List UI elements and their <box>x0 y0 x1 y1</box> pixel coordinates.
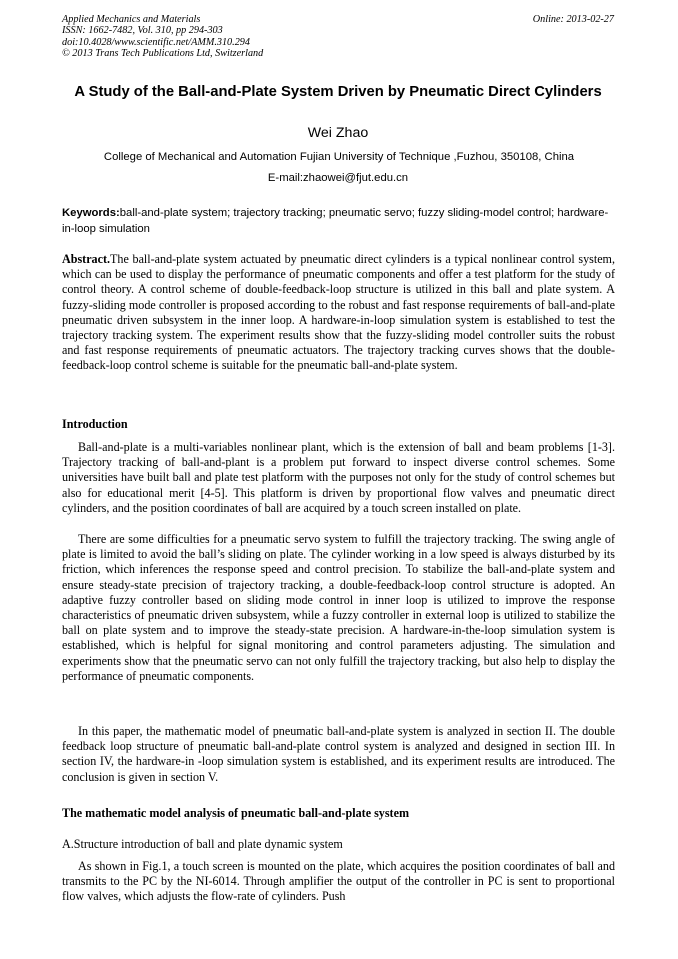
intro-paragraph-2: There are some difficulties for a pneumatic servo system to fulfill the trajectory tracking. The swing angle of plate is limited to avoid the ball’s sliding on plate. The cylinder working in a low speed is always disturbed by its friction, which inferences the response speed and control precision. To stabilize the ball-and-plate system and ensure steady-state precision of trajectory tracking, a double-feedback-loop control structure is adopted. An adaptive fuzzy controller based on sliding mode control in inner loop is utilized to improve the response characteristics of pneumatic driven subsystem, while a fuzzy controller in external loop is utilized to stabilize the ball on plate system and to improve the steady-state precision. A hardware-in-the-loop simulation system is established, which is helpful for signal monitoring and control parameters adjusting. The simulation and experiments show that the pneumatic servo can not only fulfill the trajectory tracking, but also help to display the performance of pneumatic components. <box>62 532 615 683</box>
author-email: E-mail:zhaowei@fjut.edu.cn <box>267 172 409 184</box>
journal-header <box>62 14 614 60</box>
keywords-text: ball-and-plate system; trajectory tracking; pneumatic servo; fuzzy sliding-model control; hardware-in-loop simulation <box>62 207 609 235</box>
model-paragraph: As shown in Fig.1, a touch screen is mounted on the plate, which acquires the position coordinates of ball and transmits to the PC by the NI-6014. Through amplifier the output of the controller in PC is sent to proportional flow valves, which adjusts the flow-rate of cylinders. Push <box>62 859 615 904</box>
journal-issn: ISSN: 1662-7482, Vol. 310, pp 294-303 <box>62 25 223 37</box>
abstract-label: Abstract. <box>62 252 111 266</box>
author-affiliation: College of Mechanical and Automation Fujian University of Technique ,Fuzhou, 350108, China <box>103 151 575 163</box>
abstract-text: The ball-and-plate system actuated by pneumatic direct cylinders is a typical nonlinear control system, which can be used to display the performance of pneumatic components and offer a test platform for the study of control theory. A control scheme of double-feedback-loop structure is utilized in this ball and plate system. A fuzzy-sliding mode controller is proposed according to the robust and fast response requirements of ball-and-plate pneumatic driven subsystem in the inner loop. A hardware-in-loop simulation system is established to test the trajectory tracking system. The experiment results show that the fuzzy-sliding model controller suits the robust and fast response requirements of pneumatic actuators. The trajectory tracking curves shows that the double-feedback-loop control scheme is suitable for the pneumatic ball-and-plate system. <box>62 252 615 373</box>
keywords-label: Keywords: <box>62 207 120 219</box>
journal-copyright: © 2013 Trans Tech Publications Ltd, Switzerland <box>62 48 264 60</box>
paper-title: A Study of the Ball-and-Plate System Driven by Pneumatic Direct Cylinders <box>74 84 602 100</box>
intro-paragraph-3: In this paper, the mathematic model of pneumatic ball-and-plate system is analyzed in section II. The double feedback loop structure of pneumatic ball-and-plate control system is analyzed and designed in section III. In section IV, the hardware-in -loop simulation system is established, and its experiment results are introduced. The conclusion is given in section V. <box>62 724 615 784</box>
intro-paragraph-1: Ball-and-plate is a multi-variables nonlinear plant, which is the extension of ball and beam problems [1-3]. Trajectory tracking of ball-and-plant is a problem put forward to inspect diverse control schemes. Some universities have built ball and plate test platform with the purposes not only for the study of control schemes but also for educational merit [4-5]. This platform is driven by proportional flow valves and pneumatic direct cylinders, and the position coordinates of ball are acquired by a touch screen installed on plate. <box>62 440 615 515</box>
journal-name: Applied Mechanics and Materials <box>62 14 201 25</box>
introduction-heading: Introduction <box>62 417 128 431</box>
journal-info <box>62 14 614 60</box>
paper-author: Wei Zhao <box>307 125 369 141</box>
journal-doi: doi:10.4028/www.scientific.net/AMM.310.294 <box>62 36 250 48</box>
model-subsection-heading: A.Structure introduction of ball and plate dynamic system <box>62 837 343 851</box>
keywords <box>62 206 618 237</box>
model-section-heading: The mathematic model analysis of pneumatic ball-and-plate system <box>62 806 410 820</box>
online-date: Online: 2013-02-27 <box>532 14 614 25</box>
abstract <box>62 252 615 374</box>
